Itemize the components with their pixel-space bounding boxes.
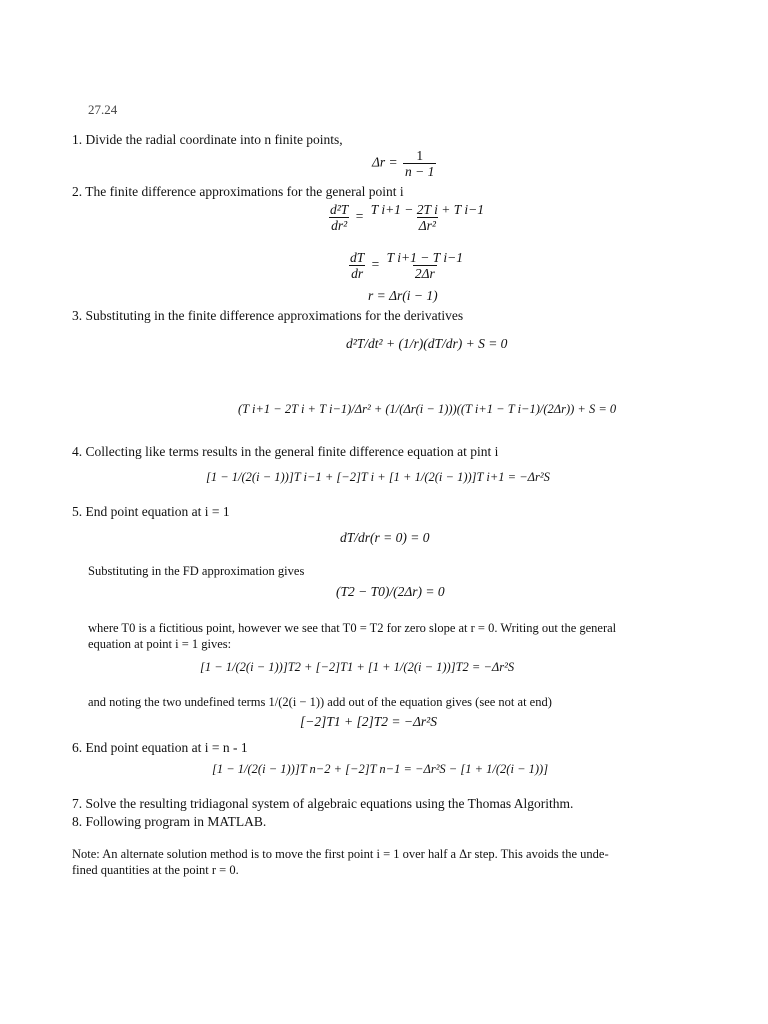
eq-delta-r: Δr = $\frac{1}{n - 1}$ <box>372 148 435 179</box>
step-6: 6. End point equation at i = n - 1 <box>72 740 248 755</box>
step-2: 2. The finite difference approximations for the general point i <box>72 184 404 199</box>
eq-point-1: [1 − 1/(2(i − 1))]T2 + [−2]T1 + [1 + 1/(2(i − 1))]T2 = −Δr²S <box>200 660 515 674</box>
eq-boundary-condition: dT/dr(r = 0) = 0 <box>340 530 430 545</box>
eq-second-derivative: $\frac{\text{d²T}}{\text{dr²}}$ = $\frac{\text{T i+1 − 2T i + T i−1}}{\text{Δr²}}$ <box>330 202 485 233</box>
eq-ode: d²T/dt² + (1/r)(dT/dr) + S = 0 <box>346 336 508 351</box>
eq-first-derivative: $\frac{dT}{dr}$ = $\frac{\text{T i+1 − T i−1}}{2\Delta r}$ <box>350 250 463 281</box>
step-4: 4. Collecting like terms results in the general finite difference equation at pint i <box>72 444 499 459</box>
note-line2: fined quantities at the point r = 0. <box>72 863 239 877</box>
step-3: 3. Substituting in the finite difference approximations for the derivatives <box>72 308 464 323</box>
eq-fd-substituted: (T i+1 − 2T i + T i−1)/Δr² + (1/(Δr(i − 1)))((T i+1 − T i−1)/(2Δr)) + S = 0 <box>238 402 617 416</box>
step-5: 5. End point equation at i = 1 <box>72 504 230 519</box>
eq-bc-fd: (T2 − T0)/(2Δr) = 0 <box>336 584 445 599</box>
noting-text: and noting the two undefined terms 1/(2(i − 1)) add out of the equation gives (see not at end) <box>88 695 552 709</box>
eq-point-n-1: [1 − 1/(2(i − 1))]T n−2 + [−2]T n−1 = −Δr²S − [1 + 1/(2(i − 1))] <box>212 762 549 776</box>
step-8: 8. Following program in MATLAB. <box>72 814 267 829</box>
eq-r-definition: r = Δr(i − 1) <box>368 288 438 303</box>
where-text-line1: where T0 is a fictitious point, however we see that T0 = T2 for zero slope at r = 0. Writing out the general <box>88 621 617 635</box>
where-text-line2: equation at point i = 1 gives: <box>88 637 232 651</box>
eq-general-fd: [1 − 1/(2(i − 1))]T i−1 + [−2]T i + [1 + 1/(2(i − 1))]T i+1 = −Δr²S <box>206 470 550 484</box>
problem-number: 27.24 <box>88 102 118 117</box>
note-line1: Note: An alternate solution method is to move the first point i = 1 over half a Δr step. This avoids the unde- <box>72 847 609 861</box>
step-7: 7. Solve the resulting tridiagonal system of algebraic equations using the Thomas Algorithm. <box>72 796 574 811</box>
step-1: 1. Divide the radial coordinate into n finite points, <box>72 132 343 147</box>
substituting-text: Substituting in the FD approximation gives <box>88 564 305 578</box>
eq-point-1-final: [−2]T1 + [2]T2 = −Δr²S <box>300 714 437 729</box>
